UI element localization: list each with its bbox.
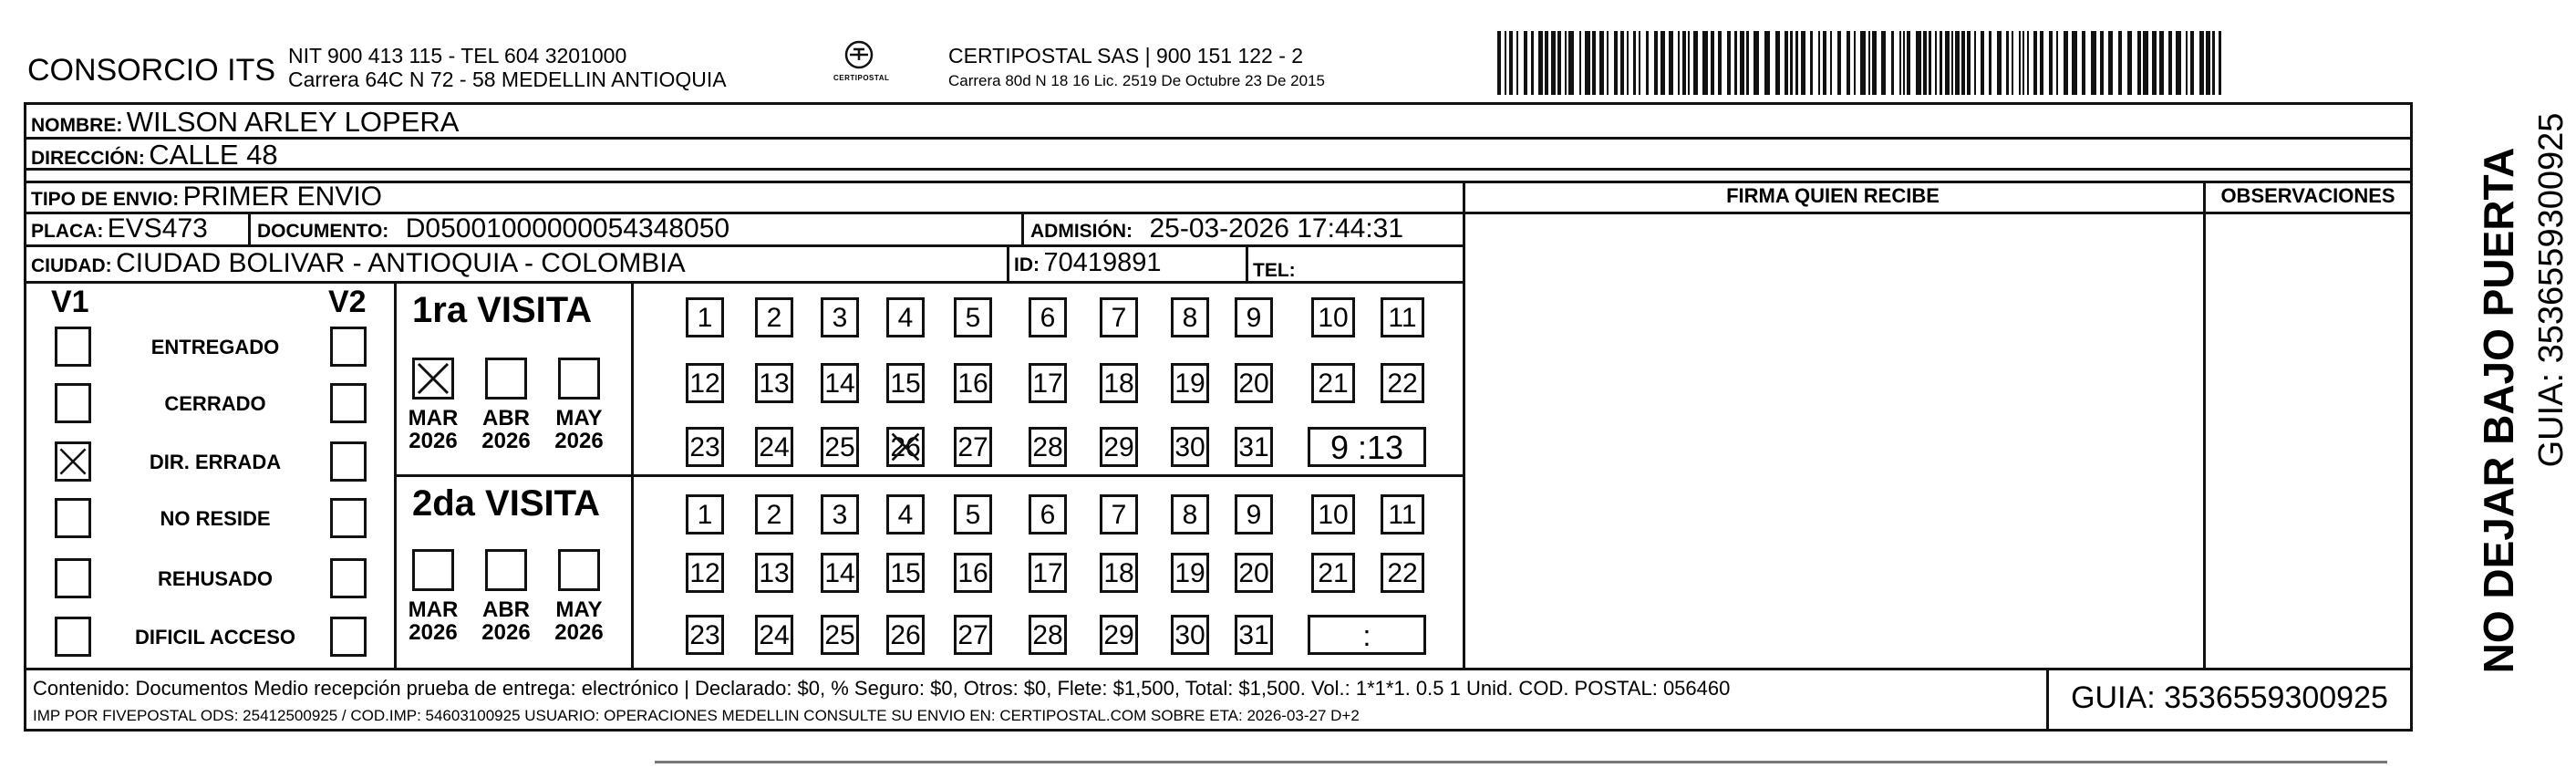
- status-label: NO RESIDE: [160, 507, 271, 530]
- day-box[interactable]: 14: [821, 363, 859, 403]
- company-nit: NIT 900 413 115 - TEL 604 3201000: [288, 44, 627, 67]
- admision-value: 25-03-2026 17:44:31: [1149, 213, 1404, 244]
- day-box[interactable]: 18: [1100, 553, 1138, 593]
- tipo-value: PRIMER ENVIO: [182, 182, 383, 212]
- barcode-icon: [1497, 31, 2227, 95]
- firma-header: FIRMA QUIEN RECIBE: [1726, 184, 1940, 207]
- second-visit-time-box[interactable]: :: [1308, 615, 1426, 655]
- day-box[interactable]: 1: [686, 494, 724, 534]
- day-box[interactable]: 27: [954, 427, 992, 467]
- day-box[interactable]: 19: [1171, 363, 1209, 403]
- tipo-row: TIPO DE ENVIO: PRIMER ENVIO: [31, 182, 383, 212]
- day-box[interactable]: 16: [954, 363, 992, 403]
- footer-imp: IMP POR FIVEPOSTAL ODS: 25412500925 / COD.IMP: 54603100925 USUARIO: OPERACIONES MEDELLIN CONSULTE SU ENVIO EN: CERTIPOSTAL.COM SOBRE ETA: 2026-03-27 D+2: [33, 707, 1360, 724]
- v2-checkbox[interactable]: [330, 441, 367, 482]
- v2-checkbox[interactable]: [330, 617, 367, 657]
- nombre-row: NOMBRE: WILSON ARLEY LOPERA: [31, 106, 460, 138]
- carrier-name: CERTIPOSTAL SAS | 900 151 122 - 2: [948, 44, 1304, 67]
- day-box[interactable]: 30: [1171, 427, 1209, 467]
- day-box[interactable]: 27: [954, 615, 992, 655]
- footer-guia: GUIA: 3536559300925: [2071, 680, 2388, 715]
- day-box[interactable]: 15: [886, 363, 925, 403]
- month-label: MAR 2026: [408, 597, 459, 646]
- x-mark-icon: [889, 430, 922, 464]
- day-box[interactable]: 22: [1381, 553, 1424, 593]
- company-address: Carrera 64C N 72 - 58 MEDELLIN ANTIOQUIA: [288, 67, 727, 91]
- footer-content: Contenido: Documentos Medio recepción prueba de entrega: electrónico | Declarado: $0, % Seguro: $0, Otros: $0, Flete: $1,500, Total: $1,500. Vol.: 1*1*1. 0.5 1 Unid. COD. POSTAL: 056460: [33, 677, 1731, 700]
- day-box[interactable]: 5: [954, 494, 992, 534]
- ciudad-value: CIUDAD BOLIVAR - ANTIOQUIA - COLOMBIA: [116, 248, 686, 278]
- side-warning: NO DEJAR BAJO PUERTA: [2475, 147, 2522, 674]
- placa-row: PLACA: EVS473: [31, 213, 208, 244]
- day-box[interactable]: 1: [686, 297, 724, 337]
- side-guia: GUIA: 3536559300925: [2532, 112, 2571, 468]
- admision-row: ADMISIÓN: 25-03-2026 17:44:31: [1030, 213, 1404, 244]
- status-label: CERRADO: [164, 392, 266, 415]
- id-row: ID: 70419891: [1014, 248, 1162, 277]
- day-box[interactable]: 9: [1235, 297, 1273, 337]
- v1-label: V1: [51, 285, 89, 319]
- day-box[interactable]: 12: [686, 553, 724, 593]
- month-checkbox-abr[interactable]: [485, 549, 527, 591]
- day-box[interactable]: 3: [821, 297, 859, 337]
- v2-checkbox[interactable]: [330, 383, 367, 423]
- day-box[interactable]: 7: [1100, 297, 1138, 337]
- day-box[interactable]: 24: [755, 427, 793, 467]
- day-box[interactable]: 6: [1029, 494, 1067, 534]
- v2-checkbox[interactable]: [330, 327, 367, 367]
- day-box[interactable]: 11: [1381, 494, 1424, 534]
- day-box[interactable]: 10: [1311, 494, 1355, 534]
- company-name: CONSORCIO ITS: [27, 53, 276, 88]
- v1-checkbox[interactable]: [55, 383, 91, 423]
- observaciones-header: OBSERVACIONES: [2220, 184, 2395, 207]
- month-checkbox-mar[interactable]: [412, 549, 454, 591]
- ciudad-row: CIUDAD: CIUDAD BOLIVAR - ANTIOQUIA - COLOMBIA: [31, 248, 686, 278]
- month-label: MAY 2026: [554, 597, 604, 646]
- x-mark-icon: [415, 360, 451, 397]
- day-box[interactable]: 31: [1235, 615, 1273, 655]
- placa-value: EVS473: [107, 213, 208, 244]
- day-box[interactable]: 19: [1171, 553, 1209, 593]
- month-label: ABR 2026: [481, 406, 531, 454]
- day-box[interactable]: 24: [755, 615, 793, 655]
- day-box[interactable]: 8: [1171, 297, 1209, 337]
- month-label: MAR 2026: [408, 406, 459, 454]
- day-box[interactable]: 25: [821, 427, 859, 467]
- day-box[interactable]: 26: [886, 427, 925, 467]
- day-box[interactable]: 7: [1100, 494, 1138, 534]
- v2-checkbox[interactable]: [330, 558, 367, 598]
- x-mark-icon: [57, 444, 88, 479]
- v1-checkbox[interactable]: [55, 558, 91, 598]
- month-checkbox-may[interactable]: [558, 549, 600, 591]
- direccion-value: CALLE 48: [149, 139, 278, 171]
- day-box[interactable]: 21: [1311, 363, 1355, 403]
- day-box[interactable]: 17: [1029, 553, 1067, 593]
- day-box[interactable]: 13: [755, 363, 793, 403]
- day-box[interactable]: 12: [686, 363, 724, 403]
- carrier-license: Carrera 80d N 18 16 Lic. 2519 De Octubre 23 De 2015: [948, 72, 1325, 89]
- day-box[interactable]: 26: [886, 615, 925, 655]
- day-box[interactable]: 23: [686, 615, 724, 655]
- day-box[interactable]: 17: [1029, 363, 1067, 403]
- day-box[interactable]: 25: [821, 615, 859, 655]
- nombre-value: WILSON ARLEY LOPERA: [126, 106, 460, 138]
- day-box[interactable]: 4: [886, 494, 925, 534]
- day-box[interactable]: 28: [1029, 615, 1067, 655]
- day-box[interactable]: 20: [1235, 553, 1273, 593]
- v1-checkbox[interactable]: [55, 441, 91, 482]
- day-box[interactable]: 14: [821, 553, 859, 593]
- month-checkbox-mar[interactable]: [412, 358, 454, 400]
- day-box[interactable]: 18: [1100, 363, 1138, 403]
- id-value: 70419891: [1043, 248, 1162, 277]
- day-box[interactable]: 2: [755, 297, 793, 337]
- month-label: MAY 2026: [554, 406, 604, 454]
- status-label: DIFICIL ACCESO: [134, 626, 295, 649]
- certipostal-logo-icon: CERTIPOSTAL: [832, 38, 886, 95]
- day-box[interactable]: 29: [1100, 615, 1138, 655]
- day-box[interactable]: 20: [1235, 363, 1273, 403]
- second-visit-title: 2da VISITA: [412, 483, 600, 524]
- v1-checkbox[interactable]: [55, 498, 91, 538]
- day-box[interactable]: 29: [1100, 427, 1138, 467]
- month-checkbox-abr[interactable]: [485, 358, 527, 400]
- first-visit-title: 1ra VISITA: [412, 290, 593, 330]
- day-box[interactable]: 11: [1381, 297, 1424, 337]
- day-box[interactable]: 2: [755, 494, 793, 534]
- documento-value: D05001000000054348050: [405, 213, 730, 244]
- day-box[interactable]: 4: [886, 297, 925, 337]
- day-box[interactable]: 8: [1171, 494, 1209, 534]
- v2-label: V2: [328, 285, 367, 319]
- status-label: REHUSADO: [158, 567, 273, 590]
- day-box[interactable]: 21: [1311, 553, 1355, 593]
- direccion-row: DIRECCIÓN: CALLE 48: [31, 139, 278, 171]
- v2-checkbox[interactable]: [330, 498, 367, 538]
- day-box[interactable]: 3: [821, 494, 859, 534]
- day-box[interactable]: 15: [886, 553, 925, 593]
- first-visit-time-box[interactable]: 9 :13: [1308, 427, 1426, 467]
- day-box[interactable]: 10: [1311, 297, 1355, 337]
- month-checkbox-may[interactable]: [558, 358, 600, 400]
- status-label: DIR. ERRADA: [149, 451, 282, 473]
- day-box[interactable]: 23: [686, 427, 724, 467]
- day-box[interactable]: 16: [954, 553, 992, 593]
- day-box[interactable]: 6: [1029, 297, 1067, 337]
- documento-row: DOCUMENTO: D05001000000054348050: [257, 213, 730, 244]
- day-box[interactable]: 28: [1029, 427, 1067, 467]
- v1-checkbox[interactable]: [55, 617, 91, 657]
- day-box[interactable]: 22: [1381, 363, 1424, 403]
- day-box[interactable]: 9: [1235, 494, 1273, 534]
- v1-checkbox[interactable]: [55, 327, 91, 367]
- status-label: ENTREGADO: [150, 336, 280, 358]
- day-box[interactable]: 30: [1171, 615, 1209, 655]
- day-box[interactable]: 13: [755, 553, 793, 593]
- tel-row: TEL:: [1253, 260, 1296, 281]
- month-label: ABR 2026: [481, 597, 531, 646]
- day-box[interactable]: 31: [1235, 427, 1273, 467]
- day-box[interactable]: 5: [954, 297, 992, 337]
